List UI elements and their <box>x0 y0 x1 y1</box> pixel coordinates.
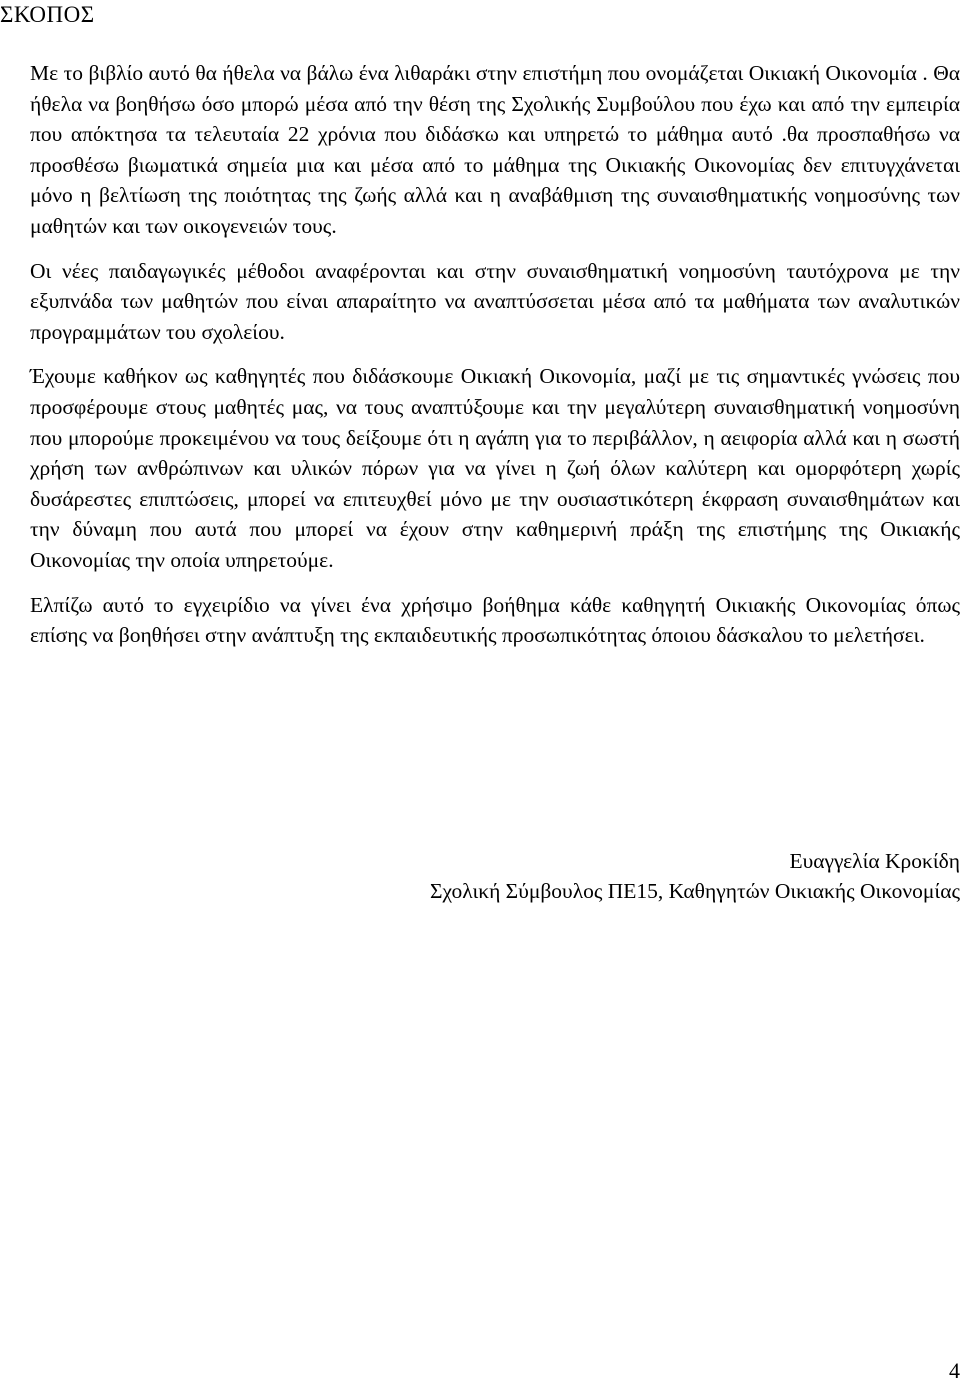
paragraph-intro: Με το βιβλίο αυτό θα ήθελα να βάλω ένα λιθαράκι στην επιστήμη που ονομάζεται Οικιακή Οικονομία . Θα ήθελα να βοηθήσω όσο μπορώ μέσα από την θέση της Σχολικής Συμβούλου που έχω και από την εμπειρία που απόκτησα τα τελευταία 22 χρόνια που διδάσκω και υπηρετώ το μάθημα αυτό .θα προσπαθήσω να προσθέσω βιωματικά σημεία μια και μέσα από το μάθημα της Οικιακής Οικονομίας δεν επιτυγχάνεται μόνο η βελτίωση της ποιότητας της ζωής αλλά και η αναβάθμιση της συναισθηματικής νοημοσύνης των μαθητών και των οικογενειών τους. <box>30 61 960 238</box>
paragraph-duty: Έχουμε καθήκον ως καθηγητές που διδάσκουμε Οικιακή Οικονομία, μαζί με τις σημαντικές γνώσεις που προσφέρουμε στους μαθητές μας, να τους αναπτύξουμε και την μεγαλύτερη συναισθηματική νοημοσύνη που μπορούμε προκειμένου να τους δείξουμε ότι η αγάπη για το περιβάλλον, η αειφορία αλλά και η σωστή χρήση των ανθρώπινων και υλικών πόρων για να γίνει η ζωή όλων καλύτερη και ομορφότερη χωρίς δυσάρεστες επιπτώσεις, μπορεί να επιτευχθεί μόνο με την ουσιαστικότερη έκφραση συναισθημάτων και την δύναμη που αυτά που μπορεί να έχουν στην καθημερινή πράξη της επιστήμης της Οικιακής Οικονομίας την οποία υπηρετούμε. <box>30 364 960 572</box>
author-title: Σχολική Σύμβουλος ΠΕ15, Καθηγητών Οικιακής Οικονομίας <box>429 879 960 903</box>
author-name: Ευαγγελία Κροκίδη <box>789 849 960 873</box>
page-heading: ΣΚΟΠΟΣ <box>0 2 95 27</box>
page-number: 4 <box>949 1358 960 1383</box>
paragraph-pedagogical-methods: Οι νέες παιδαγωγικές μέθοδοι αναφέρονται και στην συναισθηματική νοημοσύνη ταυτόχρονα με την εξυπνάδα των μαθητών που είναι απαραίτητο να αναπτύσσεται μέσα από τα μαθήματα των αναλυτικών προγραμμάτων του σχολείου. <box>30 258 960 344</box>
document-body <box>30 58 960 665</box>
paragraph-hope: Ελπίζω αυτό το εγχειρίδιο να γίνει ένα χρήσιμο βοήθημα κάθε καθηγητή Οικιακής Οικονομίας όπως επίσης να βοηθήσει στην ανάπτυξη της εκπαιδευτικής προσωπικότητας όποιου δάσκαλου το μελετήσει. <box>30 592 960 648</box>
signature-block <box>430 846 960 906</box>
